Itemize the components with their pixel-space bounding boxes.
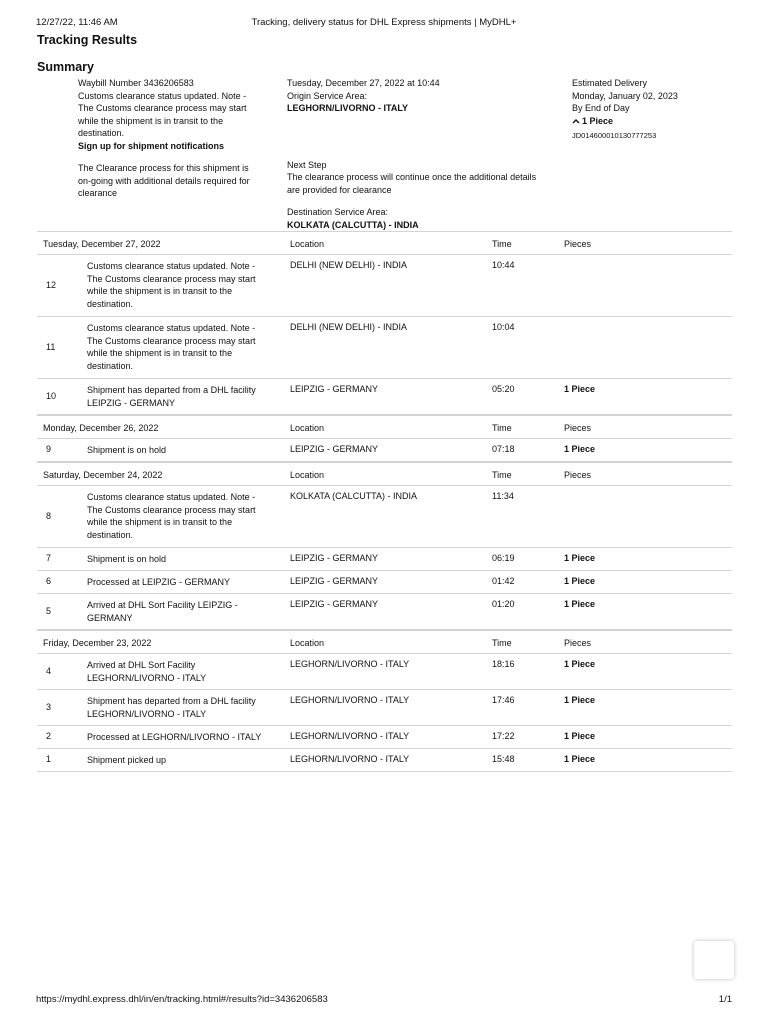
event-location: DELHI (NEW DELHI) - INDIA bbox=[290, 322, 408, 332]
event-description-line: Processed at LEIPZIG - GERMANY bbox=[87, 577, 231, 587]
day-date: Tuesday, December 27, 2022 bbox=[43, 239, 161, 249]
estimated-delivery-time: By End of Day bbox=[572, 103, 630, 113]
event-location: LEGHORN/LIVORNO - ITALY bbox=[290, 659, 410, 669]
time-column-header: Time bbox=[492, 470, 512, 480]
summary-delivery-info bbox=[572, 77, 722, 143]
event-description-line: Processed at LEGHORN/LIVORNO - ITALY bbox=[87, 732, 262, 742]
print-url: https://mydhl.express.dhl/in/en/tracking.html#/results?id=3436206583 bbox=[36, 994, 328, 1005]
event-number: 2 bbox=[46, 731, 52, 741]
event-pieces: 1 Piece bbox=[564, 731, 596, 741]
event-description-line: while the shipment is in transit to the bbox=[87, 286, 233, 296]
location-column-header: Location bbox=[290, 638, 325, 648]
event-description-line: The Customs clearance process may start bbox=[87, 504, 256, 515]
event-description-line: LEGHORN/LIVORNO - ITALY bbox=[87, 708, 207, 719]
origin-value: LEGHORN/LIVORNO - ITALY bbox=[287, 103, 409, 113]
event-description-line: Shipment picked up bbox=[87, 755, 167, 765]
event-location: LEIPZIG - GERMANY bbox=[290, 384, 379, 394]
event-description bbox=[87, 695, 277, 720]
page-title: Tracking Results bbox=[37, 33, 138, 47]
event-location: DELHI (NEW DELHI) - INDIA bbox=[290, 260, 408, 270]
event-time: 01:20 bbox=[492, 599, 515, 609]
time-column-header: Time bbox=[492, 239, 512, 249]
event-time: 10:44 bbox=[492, 260, 515, 270]
status-line: The Customs clearance process may start bbox=[78, 103, 247, 113]
estimated-delivery-date: Monday, January 02, 2023 bbox=[572, 90, 678, 101]
day-date: Friday, December 23, 2022 bbox=[43, 638, 152, 648]
table-row bbox=[37, 255, 732, 317]
event-time: 11:34 bbox=[492, 491, 514, 501]
event-description-line: while the shipment is in transit to the bbox=[87, 517, 233, 527]
piece-id: JD014600010130777253 bbox=[572, 131, 657, 140]
event-description-line: LEIPZIG - GERMANY bbox=[87, 397, 176, 408]
status-line: Customs clearance status updated. Note - bbox=[78, 90, 247, 101]
event-description bbox=[87, 576, 277, 589]
next-step-label: Next Step bbox=[287, 159, 327, 170]
event-description-line: Shipment has departed from a DHL facility bbox=[87, 696, 256, 706]
last-update-datetime: Tuesday, December 27, 2022 at 10:44 bbox=[287, 78, 440, 88]
event-location: LEIPZIG - GERMANY bbox=[290, 576, 379, 586]
pieces-toggle-label: 1 Piece bbox=[582, 115, 614, 126]
event-description-line: The Customs clearance process may start bbox=[87, 335, 256, 346]
clearance-line: The Clearance process for this shipment is bbox=[78, 163, 249, 173]
destination-value: KOLKATA (CALCUTTA) - INDIA bbox=[287, 219, 419, 230]
table-row bbox=[37, 690, 732, 726]
table-row bbox=[37, 379, 732, 415]
table-row bbox=[37, 571, 732, 594]
event-description bbox=[87, 260, 277, 310]
pieces-column-header: Pieces bbox=[564, 239, 592, 249]
event-pieces: 1 Piece bbox=[564, 553, 596, 563]
event-description-line: destination. bbox=[87, 360, 134, 371]
day-header bbox=[37, 630, 732, 654]
print-page-number: 1/1 bbox=[718, 994, 732, 1005]
table-row bbox=[37, 548, 732, 571]
event-description bbox=[87, 384, 277, 409]
event-time: 05:20 bbox=[492, 384, 515, 394]
event-description bbox=[87, 491, 277, 541]
event-description-line: Shipment is on hold bbox=[87, 554, 167, 564]
event-description bbox=[87, 731, 277, 744]
event-description bbox=[87, 599, 277, 624]
pieces-toggle[interactable] bbox=[572, 115, 722, 128]
time-column-header: Time bbox=[492, 638, 512, 648]
print-page-title: Tracking, delivery status for DHL Express shipments | MyDHL+ bbox=[251, 17, 517, 28]
table-row bbox=[37, 749, 732, 772]
event-pieces: 1 Piece bbox=[564, 384, 596, 394]
summary-heading: Summary bbox=[37, 60, 94, 74]
event-time: 15:48 bbox=[492, 754, 515, 764]
event-pieces: 1 Piece bbox=[564, 754, 596, 764]
event-description-line: destination. bbox=[87, 298, 134, 309]
event-pieces: 1 Piece bbox=[564, 576, 596, 586]
pieces-column-header: Pieces bbox=[564, 470, 592, 480]
estimated-delivery-label: Estimated Delivery bbox=[572, 78, 648, 88]
event-pieces: 1 Piece bbox=[564, 695, 596, 705]
event-number: 3 bbox=[46, 701, 52, 712]
day-date: Monday, December 26, 2022 bbox=[43, 423, 159, 433]
next-step-line: The clearance process will continue once the additional details bbox=[287, 172, 537, 182]
print-header bbox=[36, 17, 732, 31]
event-time: 07:18 bbox=[492, 444, 515, 454]
day-date: Saturday, December 24, 2022 bbox=[43, 470, 163, 480]
event-location: LEGHORN/LIVORNO - ITALY bbox=[290, 695, 410, 705]
location-column-header: Location bbox=[290, 423, 325, 433]
event-number: 5 bbox=[46, 605, 52, 616]
event-time: 18:16 bbox=[492, 659, 515, 669]
event-description-line: Arrived at DHL Sort Facility LEIPZIG - bbox=[87, 600, 238, 610]
event-description bbox=[87, 659, 277, 684]
event-description bbox=[87, 754, 277, 767]
event-number: 11 bbox=[46, 341, 56, 352]
event-description-line: GERMANY bbox=[87, 612, 133, 623]
event-location: KOLKATA (CALCUTTA) - INDIA bbox=[290, 491, 418, 501]
event-description bbox=[87, 553, 277, 566]
status-line: while the shipment is in transit to the bbox=[78, 115, 224, 126]
event-pieces: 1 Piece bbox=[564, 659, 596, 669]
tracking-events-table bbox=[37, 231, 732, 772]
event-description-line: Arrived at DHL Sort Facility bbox=[87, 660, 196, 670]
event-number: 1 bbox=[46, 754, 52, 764]
table-row bbox=[37, 317, 732, 379]
event-location: LEIPZIG - GERMANY bbox=[290, 444, 379, 454]
event-pieces: 1 Piece bbox=[564, 599, 596, 609]
event-description bbox=[87, 444, 277, 457]
table-row bbox=[37, 726, 732, 749]
signup-notifications-link[interactable]: Sign up for shipment notifications bbox=[78, 140, 224, 151]
location-column-header: Location bbox=[290, 239, 325, 249]
pieces-column-header: Pieces bbox=[564, 638, 592, 648]
time-column-header: Time bbox=[492, 423, 512, 433]
event-location: LEIPZIG - GERMANY bbox=[290, 553, 379, 563]
day-header bbox=[37, 415, 732, 439]
event-description-line: Shipment has departed from a DHL facility bbox=[87, 385, 256, 395]
clearance-line: on-going with additional details required for bbox=[78, 175, 250, 186]
event-description-line: Customs clearance status updated. Note - bbox=[87, 323, 256, 333]
event-number: 6 bbox=[46, 576, 52, 586]
day-header bbox=[37, 231, 732, 255]
event-number: 12 bbox=[46, 279, 57, 290]
status-line: destination. bbox=[78, 128, 125, 138]
event-time: 17:46 bbox=[492, 695, 515, 705]
event-description-line: The Customs clearance process may start bbox=[87, 273, 256, 284]
event-time: 06:19 bbox=[492, 553, 515, 563]
event-description-line: Shipment is on hold bbox=[87, 445, 167, 455]
event-time: 10:04 bbox=[492, 322, 515, 332]
waybill-number: Waybill Number 3436206583 bbox=[78, 78, 194, 88]
event-number: 8 bbox=[46, 510, 52, 521]
table-row bbox=[37, 486, 732, 548]
print-timestamp: 12/27/22, 11:46 AM bbox=[36, 17, 118, 28]
event-location: LEGHORN/LIVORNO - ITALY bbox=[290, 731, 410, 741]
destination-label: Destination Service Area: bbox=[287, 207, 389, 217]
event-number: 7 bbox=[46, 553, 52, 563]
chevron-up-icon bbox=[572, 115, 582, 128]
day-header bbox=[37, 462, 732, 486]
event-description-line: destination. bbox=[87, 529, 134, 540]
event-time: 17:22 bbox=[492, 731, 515, 741]
event-number: 4 bbox=[46, 665, 52, 676]
location-column-header: Location bbox=[290, 470, 325, 480]
chat-widget-button[interactable] bbox=[694, 941, 734, 979]
event-description bbox=[87, 322, 277, 372]
table-row bbox=[37, 594, 732, 630]
event-description-line: Customs clearance status updated. Note - bbox=[87, 261, 256, 271]
event-description-line: Customs clearance status updated. Note - bbox=[87, 492, 256, 502]
next-step-line: are provided for clearance bbox=[287, 184, 392, 195]
event-number: 9 bbox=[46, 444, 52, 454]
event-location: LEGHORN/LIVORNO - ITALY bbox=[290, 754, 410, 764]
event-description-line: while the shipment is in transit to the bbox=[87, 348, 233, 358]
pieces-column-header: Pieces bbox=[564, 423, 592, 433]
summary-route-info bbox=[287, 77, 557, 231]
origin-label: Origin Service Area: bbox=[287, 90, 368, 101]
table-row bbox=[37, 439, 732, 462]
event-description-line: LEGHORN/LIVORNO - ITALY bbox=[87, 672, 207, 683]
table-row bbox=[37, 654, 732, 690]
event-location: LEIPZIG - GERMANY bbox=[290, 599, 379, 609]
clearance-line: clearance bbox=[78, 188, 118, 198]
summary-shipment-info bbox=[78, 77, 278, 200]
event-number: 10 bbox=[46, 390, 57, 401]
event-pieces: 1 Piece bbox=[564, 444, 596, 454]
event-time: 01:42 bbox=[492, 576, 515, 586]
